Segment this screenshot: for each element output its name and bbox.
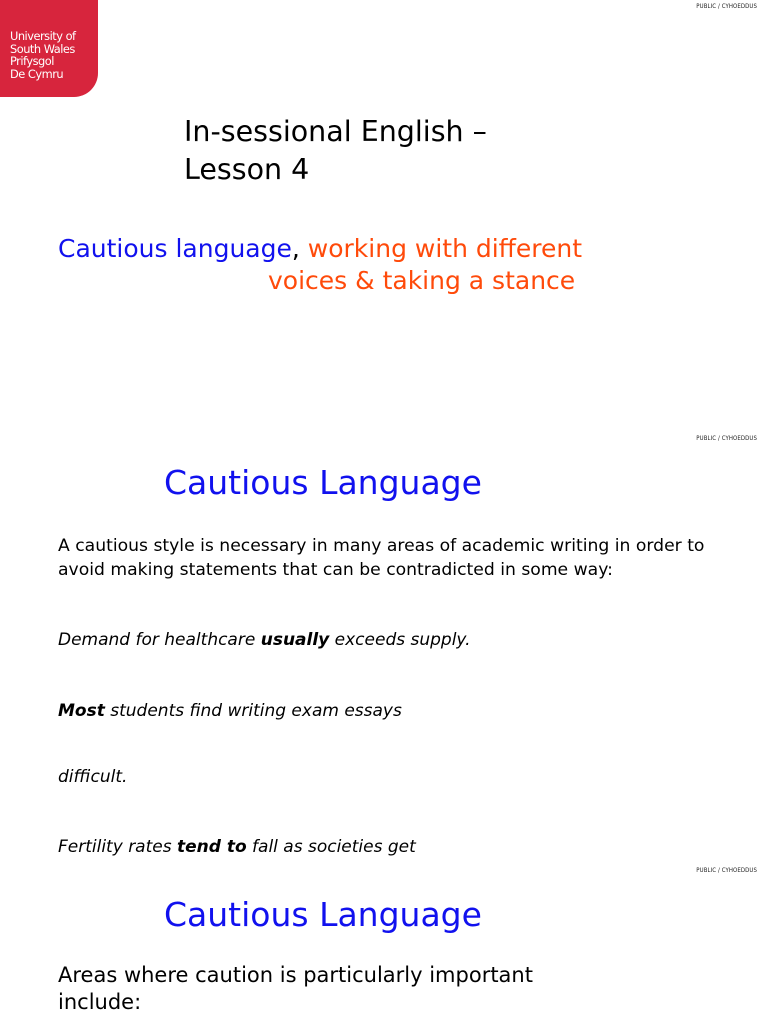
slide-cautious-language-1 [0,432,768,864]
example-text: students find writing exam essays [104,701,402,721]
slide-heading: Cautious Language [164,463,482,502]
logo-line: De Cymru [10,66,64,81]
deck-title-line: Lesson 4 [184,153,310,186]
logo-line: South Wales [10,41,75,56]
example-sentence [58,835,416,859]
example-hedge-word: Most [58,701,105,721]
example-text: difficult. [58,767,128,787]
example-text: Demand for healthcare [58,630,261,650]
slide-heading: Cautious Language [164,895,482,934]
example-sentence [58,628,471,652]
example-text: fall as societies get [246,837,416,857]
classification-label: PUBLIC / CYHOEDDUS [696,867,757,874]
logo-line: Prifysgol [10,54,54,69]
deck-title-line: In-sessional English – [184,115,487,148]
body-paragraph: Areas where caution is particularly important include: [58,963,533,1014]
subtitle-comma: , [291,234,300,263]
deck-subtitle-line-2: voices & taking a stance [268,266,576,295]
logo-line: University of [10,29,76,43]
classification-label: PUBLIC / CYHOEDDUS [696,435,757,442]
example-text: exceeds supply. [329,630,471,650]
slide-title [0,0,768,432]
body-paragraph: A cautious style is necessary in many areas of academic writing in order to avoid making statements that can be contradicted in some way: [58,536,705,580]
example-sentence [58,699,402,723]
classification-label: PUBLIC / CYHOEDDUS [696,3,757,10]
subtitle-blue-part: Cautious language [58,234,292,263]
deck-title [184,113,487,189]
example-text: Fertility rates [58,837,177,857]
example-hedge-word: usually [260,630,330,650]
example-sentence [58,765,127,789]
slide-cautious-language-2 [0,864,768,1024]
subtitle-orange-part: working with different [299,234,583,263]
example-hedge-word: tend to [176,837,247,857]
deck-subtitle-line-1 [58,233,582,265]
university-logo [0,0,98,97]
